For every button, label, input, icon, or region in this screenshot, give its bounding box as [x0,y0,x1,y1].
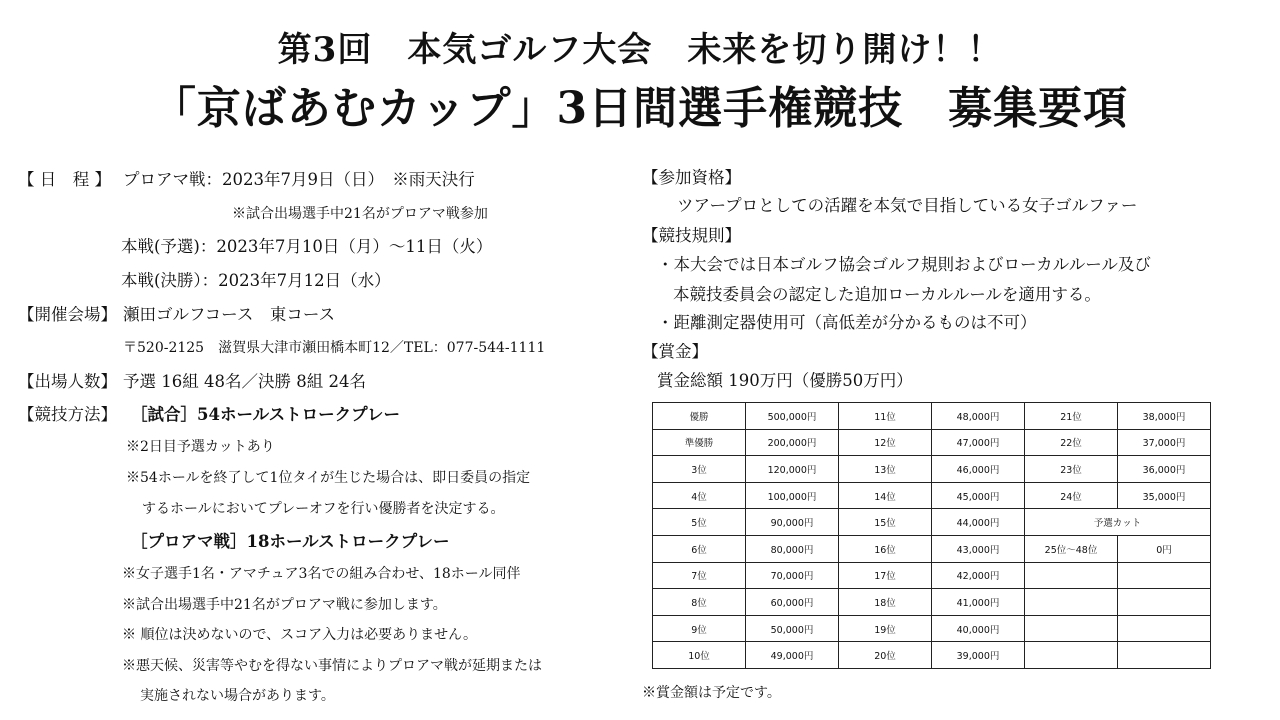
prize-table-cell: 13位 [839,456,932,483]
prize-table-cell: 16位 [839,535,932,562]
prize-table-cell [1025,615,1118,642]
prize-table-cell: 14位 [839,482,932,509]
prize-table-cell: 46,000円 [932,456,1025,483]
prize-table-cell: 6位 [653,535,746,562]
method-proam: ［プロアマ戦］18ホールストロークプレー [131,532,450,551]
prize-table-cell: 22位 [1025,429,1118,456]
prize-table-cell [1025,642,1118,669]
prize-table-cell: 60,000円 [746,589,839,616]
prize-table-cell: 36,000円 [1118,456,1211,483]
prize-table-cell: 35,000円 [1118,482,1211,509]
rules-1b: 本競技委員会の認定した追加ローカルルールを適用する。 [673,285,1101,304]
proam-note-4b: 実施されない場合があります。 [140,688,335,704]
prize-table-cell: 42,000円 [932,562,1025,589]
method-note-2a: ※54ホールを終了して1位タイが生じた場合は、即日委員の指定 [126,470,531,486]
prize-label: 【賞金】 [642,342,708,361]
prize-table-cell: 70,000円 [746,562,839,589]
prize-table-cell: 20位 [839,642,932,669]
prize-table-row [653,589,1211,616]
prize-table-row [653,429,1211,456]
prize-table-cell: 8位 [653,589,746,616]
prize-table-row [653,403,1211,430]
prize-table-row [653,535,1211,562]
prize-table-cell: 21位 [1025,403,1118,430]
prize-table-cell: 10位 [653,642,746,669]
prize-table-cell [1118,642,1211,669]
prize-table-row [653,562,1211,589]
prize-table-cell: 500,000円 [746,403,839,430]
prize-table-cell: 47,000円 [932,429,1025,456]
proam-note-4a: ※悪天候、災害等やむを得ない事情によりプロアマ戦が延期または [122,658,542,674]
prize-table-cell: 49,000円 [746,642,839,669]
prize-table-cell: 7位 [653,562,746,589]
prize-table-cell [1025,562,1118,589]
prize-footnote: ※賞金額は予定です。 [642,685,781,701]
schedule-label: 【 日 程 】 [18,170,111,189]
schedule-proam-note: ※試合出場選手中21名がプロアマ戦参加 [232,206,488,222]
schedule-qualify: 本戦(予選)：2023年7月10日（月）～11日（火） [121,237,493,256]
prize-table-cell: 9位 [653,615,746,642]
method-match: ［試合］54ホールストロークプレー [131,405,400,424]
prize-table-cell: 準優勝 [653,429,746,456]
prize-table-cell: 18位 [839,589,932,616]
prize-table-cell: 優勝 [653,403,746,430]
rules-label: 【競技規則】 [642,226,741,245]
proam-note-1: ※女子選手1名・アマチュア3名での組み合わせ、18ホール同伴 [122,566,521,582]
proam-note-3: ※ 順位は決めないので、スコア入力は必要ありません。 [122,627,478,643]
prize-table-cell: 23位 [1025,456,1118,483]
prize-table-cell: 90,000円 [746,509,839,536]
prize-table [652,402,1211,669]
prize-table-cell [1025,589,1118,616]
prize-table-cell: 120,000円 [746,456,839,483]
players-label: 【出場人数】 [18,372,117,391]
prize-table-cell: 39,000円 [932,642,1025,669]
prize-table-cell: 0円 [1118,535,1211,562]
prize-table-cell: 48,000円 [932,403,1025,430]
prize-table-cell: 44,000円 [932,509,1025,536]
prize-table-cell: 100,000円 [746,482,839,509]
prize-total: 賞金総額 190万円（優勝50万円） [657,371,913,390]
method-note-1: ※2日目予選カットあり [126,439,275,455]
title-line-2: 「京ばあむカップ」3日間選手権競技 募集要項 [151,83,1129,134]
prize-table-cell [1118,615,1211,642]
rules-2: ・距離測定器使用可（高低差が分かるものは不可） [657,313,1037,332]
prize-table-cell: 12位 [839,429,932,456]
prize-table-cell: 17位 [839,562,932,589]
prize-table-row [653,482,1211,509]
prize-table-row [653,456,1211,483]
prize-table-cell: 19位 [839,615,932,642]
method-label: 【競技方法】 [18,405,117,424]
prize-table-cell [1118,589,1211,616]
prize-table-cell: 41,000円 [932,589,1025,616]
prize-table-row [653,509,1211,536]
venue-name: 瀬田ゴルフコース 東コース [123,305,336,324]
prize-table-cell: 40,000円 [932,615,1025,642]
prize-table-cell: 24位 [1025,482,1118,509]
eligibility-label: 【参加資格】 [642,168,741,187]
prize-table-cell: 50,000円 [746,615,839,642]
prize-table-cell: 38,000円 [1118,403,1211,430]
venue-label: 【開催会場】 [18,305,117,324]
prize-table-row [653,642,1211,669]
eligibility-text: ツアープロとしての活躍を本気で目指している女子ゴルファー [677,196,1138,215]
prize-table-cell: 200,000円 [746,429,839,456]
prize-table-cell: 80,000円 [746,535,839,562]
prize-table-cell-qualifying-cut: 予選カット [1025,509,1211,536]
method-note-2b: するホールにおいてプレーオフを行い優勝者を決定する。 [142,501,505,517]
prize-table-cell: 15位 [839,509,932,536]
prize-table-cell: 5位 [653,509,746,536]
prize-table-cell: 4位 [653,482,746,509]
venue-address: 〒520-2125 滋賀県大津市瀬田橋本町12／TEL：077-544-1111 [123,340,546,356]
players-value: 予選 16組 48名／決勝 8組 24名 [123,372,366,391]
prize-table-cell: 43,000円 [932,535,1025,562]
title-line-1: 第3回 本気ゴルフ大会 未来を切り開け！！ [277,30,1003,70]
schedule-final: 本戦(決勝）：2023年7月12日（水） [121,271,391,290]
prize-table-cell: 37,000円 [1118,429,1211,456]
prize-table-cell [1118,562,1211,589]
prize-table-cell: 11位 [839,403,932,430]
prize-table-cell: 25位～48位 [1025,535,1118,562]
rules-1a: ・本大会では日本ゴルフ協会ゴルフ規則およびローカルルール及び [657,255,1151,274]
prize-table-cell: 3位 [653,456,746,483]
schedule-proam: プロアマ戦：2023年7月9日（日） ※雨天決行 [123,170,475,189]
prize-table-cell: 45,000円 [932,482,1025,509]
proam-note-2: ※試合出場選手中21名がプロアマ戦に参加します。 [122,597,447,613]
prize-table-row [653,615,1211,642]
